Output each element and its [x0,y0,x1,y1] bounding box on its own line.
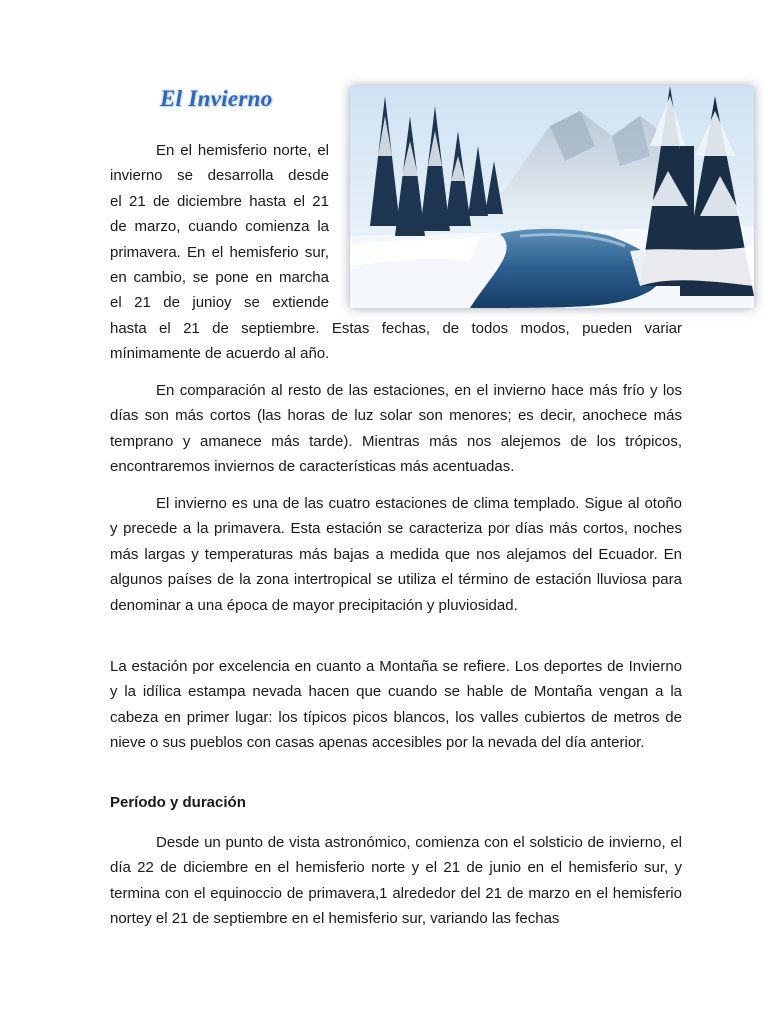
document-title: El Invierno [160,86,273,111]
paragraph-4: La estación por excelencia en cuanto a Montaña se refiere. Los deportes de Invierno y la idílica estampa nevada hacen que cuando se hable de Montaña vengan a la cabeza en primer lugar: los típicos picos blancos, los valles cubiertos de metros de nieve o sus pueblos con casas apenas accesibles por la nevada del día anterior. [110,658,682,752]
paragraph-1-line: En el hemisferio norte, el [156,142,329,159]
paragraph-5: Desde un punto de vista astronómico, comienza con el solsticio de invierno, el día 22 de diciembre en el hemisferio norte y el 21 de junio en el hemisferio sur, y termina con el equinoccio de primavera,1 alrededor del 21 de marzo en el hemisferio nortey el 21 de septiembre en el hemisferio sur, variando las fechas [110,834,682,928]
snowy-forest-river-photo [350,86,754,308]
paragraph-1-line: el 21 de junioy se extiende [110,294,329,312]
paragraph-1-line: de marzo, cuando comienza la [110,218,329,236]
paragraph-1-line: el 21 de diciembre hasta el 21 [110,192,329,210]
paragraph-2: En comparación al resto de las estaciones, en el invierno hace más frío y los días son más cortos (las horas de luz solar son menores; es decir, anochece más temprano y amanece más tarde). Mientras más nos alejemos de los trópicos, encontraremos inviernos de características más acentuadas. [110,382,682,476]
section-heading: Período y duración [110,794,246,811]
paragraph-1-continued [110,316,682,367]
paragraph-3: El invierno es una de las cuatro estaciones de clima templado. Sigue al otoño y precede a la primavera. Esta estación se caracteriza por días más cortos, noches más largas y temperaturas más bajas a medida que nos alejamos del Ecuador. En algunos países de la zona intertropical se utiliza el término de estación lluviosa para denominar a una época de mayor precipitación y pluviosidad. [110,495,682,614]
paragraph-1-line: primavera. En el hemisferio sur, [110,243,329,261]
paragraph-1-line: mínimamente de acuerdo al año. [110,345,330,363]
paragraph-1-line: hasta el 21 de septiembre. Estas fechas, de todos modos, pueden variar [110,320,682,337]
paragraph-1-line: en cambio, se pone en marcha [110,269,329,287]
paragraph-1-wrapped [110,138,329,316]
paragraph-1-line: invierno se desarrolla desde [110,167,329,185]
